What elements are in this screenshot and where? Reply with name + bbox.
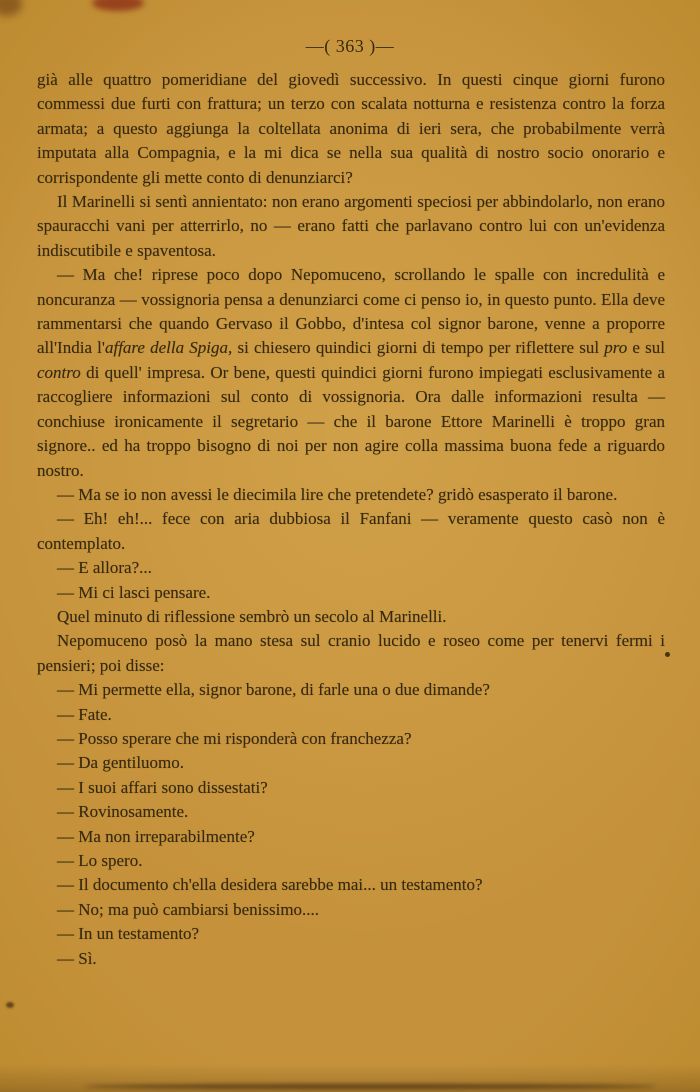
page-number-header: —( 363 )— [305, 36, 395, 56]
paragraph: — Rovinosamente. [57, 802, 189, 822]
paragraph: — Lo spero. [57, 851, 143, 870]
paragraph: — Fate. [57, 704, 112, 724]
red-ink-stain [92, 0, 144, 11]
text-segment-italic: contro [37, 362, 81, 382]
text-segment-italic: pro [604, 338, 628, 358]
text-segment: — Ma che! riprese poco dopo Nepomuceno, scrollando le spalle con incredulità e noncuranza — vossignoria pensa a denunziarci come ci penso io, in questo punto. Ella deve rammentarsi che quando Gervaso il Gobbo, d'intesa col signor barone, venne a proporre all'India l' [37, 265, 665, 358]
paragraph: — Da gentiluomo. [57, 753, 185, 773]
text-segment: si chiesero quindici giorni di tempo per riflettere sul [232, 338, 605, 358]
paragraph: — Il documento ch'ella desidera sarebbe mai... un testamento? [57, 875, 483, 895]
paragraph: — Mi permette ella, signor barone, di farle una o due dimande? [57, 680, 490, 700]
paragraph: — In un testamento? [57, 924, 200, 944]
paragraph: — I suoi affari sono dissestati? [57, 777, 268, 797]
paragraph: Il Marinelli si sentì annientato: non erano argomenti speciosi per abbindolarlo, non erano spauracchi vani per atterrirlo, no — erano fatti che parlavano contro lui con un'evidenza indiscutibile e spaventosa. [37, 192, 665, 260]
paragraph: — Mi ci lasci pensare. [57, 582, 211, 602]
paragraph: Nepomuceno posò la mano stesa sul cranio lucido e roseo come per tenervi fermi i pensieri; poi disse: [37, 631, 665, 675]
corner-stain [0, 0, 22, 16]
paragraph: Quel minuto di riflessione sembrò un secolo al Marinelli. [57, 606, 447, 626]
bottom-page-edge-line [84, 1084, 656, 1089]
body-text [37, 68, 665, 971]
text-segment: e sul [627, 338, 665, 358]
paragraph: — No; ma può cambiarsi benissimo.... [57, 899, 320, 919]
paragraph: — Sì. [57, 948, 97, 968]
paragraph: già alle quattro pomeridiane del giovedì successivo. In questi cinque giorni furono commessi due furti con frattura; un terzo con scalata notturna e resistenza contro la forza armata; a questo aggiunga la coltellata anonima di ieri sera, che probabilmente verrà imputata alla Compagnia, e la mi dica se nella sua qualità di nostro socio onorario e corrispondente gli mette conto di denunziarci? [37, 70, 665, 187]
paragraph: — Posso sperare che mi risponderà con franchezza? [57, 728, 412, 748]
dirt-speck [6, 1002, 14, 1008]
paragraph: — E allora?... [57, 558, 152, 578]
text-segment: di quell' impresa. Or bene, questi quindici giorni furono impiegati esclusivamente a raccogliere informazioni sul conto di vossignoria. Ora dalle informazioni resulta — conchiuse ironicamente il segretario — che il barone Ettore Marinelli è troppo gran signore.. ed ha troppo bisogno di noi per non agire colla massima buona fede a riguardo nostro. [37, 362, 665, 480]
paragraph: — Ma se io non avessi le diecimila lire che pretendete? gridò esasperato il barone. [57, 484, 618, 504]
dirt-speck [665, 652, 670, 657]
paragraph: — Eh! eh!... fece con aria dubbiosa il Fanfani — veramente questo casò non è contemplato. [37, 509, 665, 553]
paragraph [37, 263, 665, 483]
text-segment-italic: affare della Spiga, [104, 338, 233, 358]
paragraph: — Ma non irreparabilmente? [57, 826, 255, 846]
